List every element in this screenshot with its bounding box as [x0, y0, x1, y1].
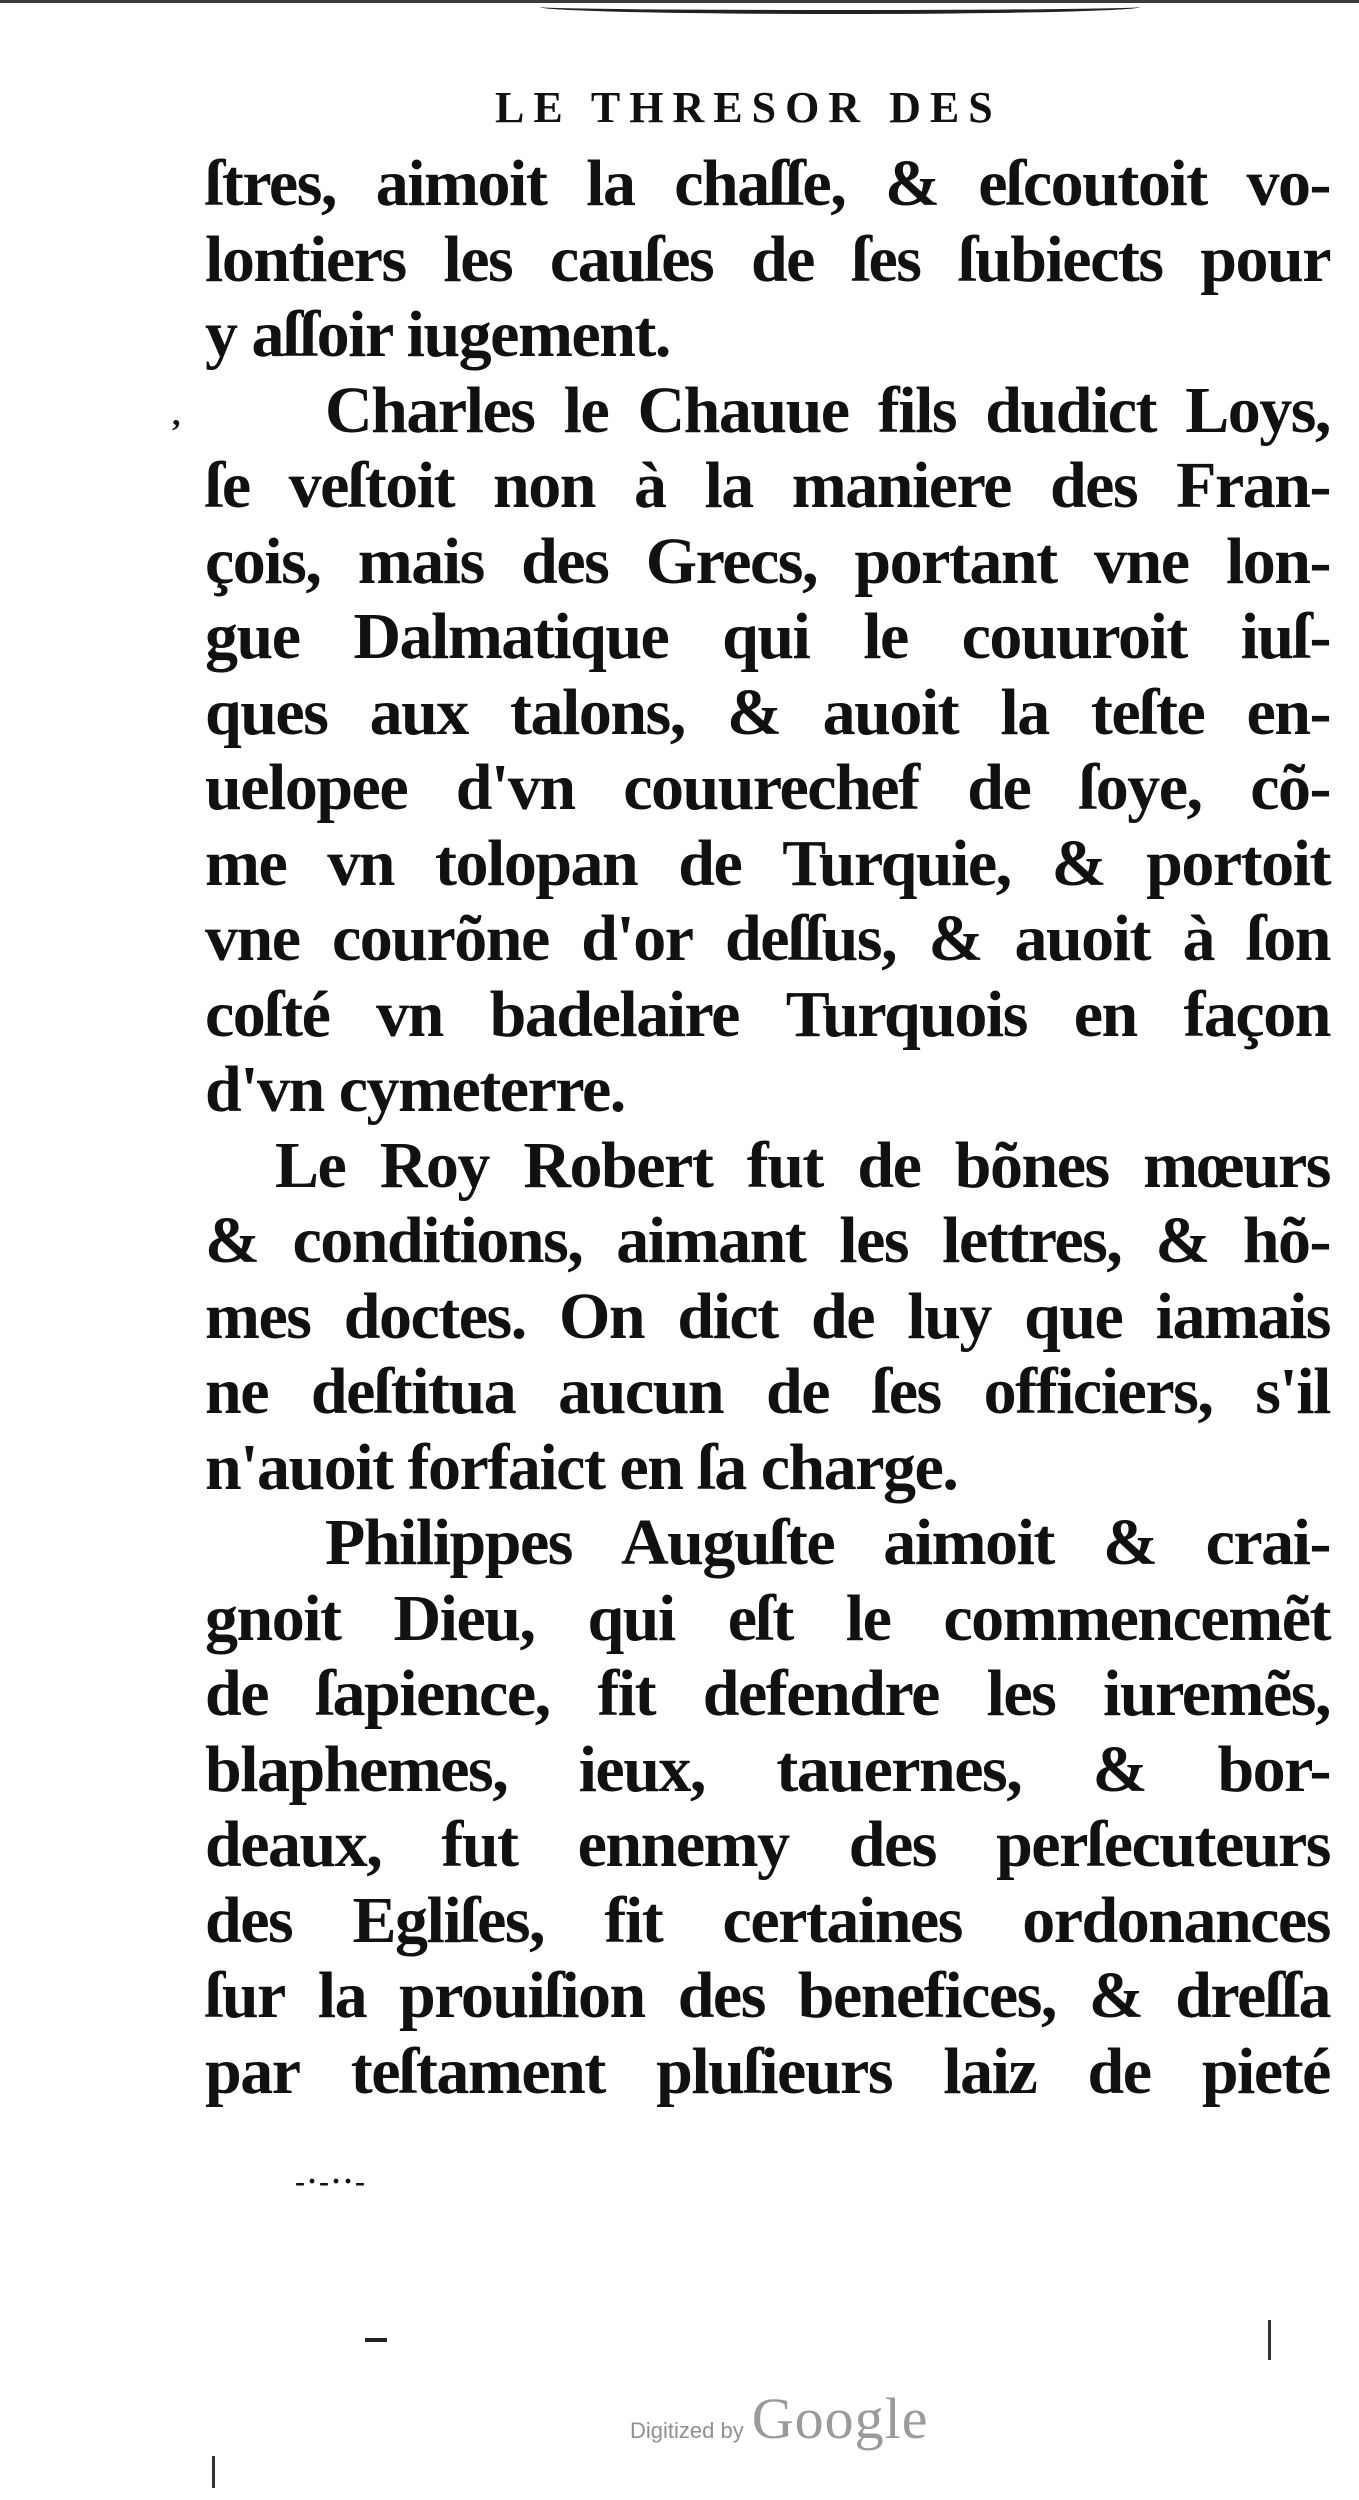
top-ornament — [540, 0, 1140, 14]
text-line: ſe veſtoit non à la maniere des Fran- — [205, 449, 1330, 522]
paragraph-first-line: Philippes Auguſte aimoit & crai- — [325, 1506, 1330, 1579]
text-line: de ſapience, fit defendre les iuremẽs, — [205, 1657, 1330, 1730]
text-line: par teſtament pluſieurs laiz de pieté — [205, 2034, 1330, 2108]
paragraph-first-line: Le Roy Robert fut de bõnes mœurs — [275, 1128, 1330, 1202]
text-line: vne courõne d'or deſſus, & auoit à ſon — [205, 902, 1330, 975]
text-line: deaux, fut ennemy des perſecuteurs — [205, 1808, 1330, 1881]
text-line: d'vn cymeterre. — [205, 1053, 625, 1126]
text-line: & conditions, aimant les lettres, & hõ- — [205, 1204, 1330, 1277]
ink-dash — [365, 2338, 387, 2342]
text-line: me vn tolopan de Turquie, & portoit — [205, 826, 1330, 900]
text-line: gnoit Dieu, qui eſt le commencemẽt — [205, 1581, 1330, 1655]
text-line: çois, mais des Grecs, portant vne lon- — [205, 524, 1330, 598]
text-line: des Egliſes, fit certaines ordonances — [205, 1883, 1330, 1957]
text-line: ne deſtitua aucun de ſes officiers, s'il — [205, 1355, 1330, 1428]
running-head: LE THRESOR DES — [495, 83, 1002, 132]
text-line: blaphemes, ieux, tauernes, & bor- — [205, 1732, 1330, 1806]
scan-tick-mark — [212, 2456, 215, 2488]
watermark-prefix: Digitized by — [630, 2418, 744, 2443]
text-line: lontiers les cauſes de ſes ſubiects pour — [205, 222, 1330, 296]
text-line: y aſſoir iugement. — [205, 298, 670, 371]
ink-specks: -·-··- — [295, 2165, 367, 2198]
text-line: coſté vn badelaire Turquois en façon — [205, 977, 1330, 1051]
text-line: uelopee d'vn couurechef de ſoye, cõ- — [205, 751, 1330, 824]
text-line: gue Dalmatique qui le couuroit iuſ- — [205, 600, 1330, 673]
scan-tick-mark — [1268, 2320, 1271, 2360]
page-body — [205, 146, 1330, 2109]
text-line: ſur la prouiſion des benefices, & dreſſa — [205, 1959, 1330, 2032]
margin-mark: , — [172, 396, 181, 433]
text-line: ſtres, aimoit la chaſſe, & eſcoutoit vo- — [205, 147, 1330, 220]
paragraph-first-line: Charles le Chauue fils dudict Loys, — [325, 373, 1330, 447]
text-line: ques aux talons, & auoit la teſte en- — [205, 675, 1330, 749]
google-watermark — [630, 2385, 928, 2452]
text-line: n'auoit forfaict en ſa charge. — [205, 1430, 958, 1504]
google-logo: Google — [751, 2386, 929, 2451]
text-line: mes doctes. On dict de luy que iamais — [205, 1279, 1330, 1353]
